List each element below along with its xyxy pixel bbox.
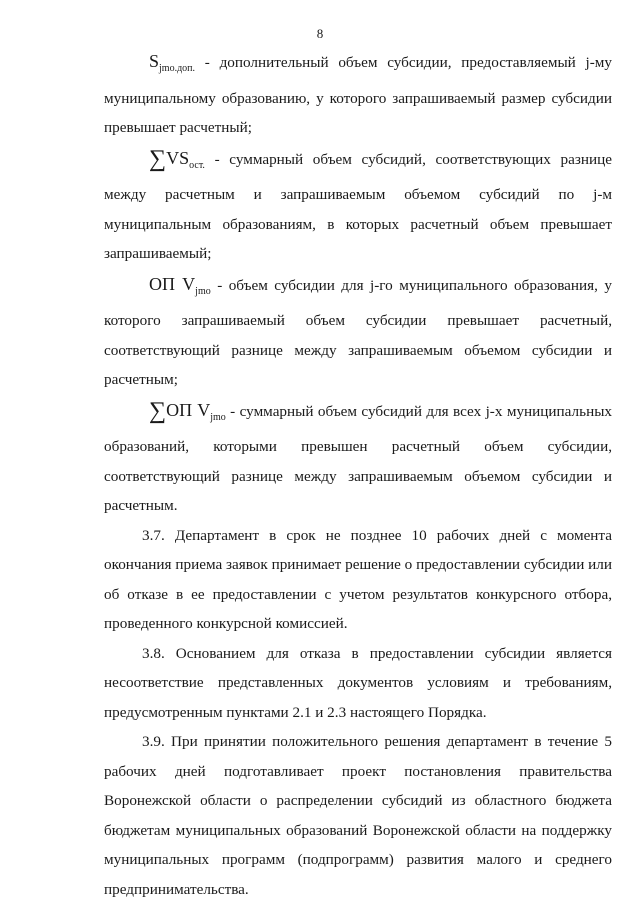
formula-symbol: VS bbox=[166, 147, 190, 168]
sum-sign-icon: ∑ bbox=[149, 145, 167, 172]
formula-subscript: jmo bbox=[195, 285, 211, 297]
formula-symbol: ОП V bbox=[166, 399, 211, 420]
clause-3-7: 3.7. Департамент в срок не позднее 10 рабочих дней с момента окончания приема заявок принимает решение о предоставлении субсидии или об отказе в ее предоставлении с учетом результатов конкурсного отбора, проведенного конкурсной комиссией. bbox=[104, 526, 612, 632]
page-number: 8 bbox=[316, 26, 324, 41]
formula-symbol: S bbox=[149, 51, 160, 71]
definition-excess-volume bbox=[104, 270, 612, 395]
definition-additional-subsidy bbox=[104, 47, 612, 143]
sum-sign-icon: ∑ bbox=[149, 397, 167, 424]
document-body bbox=[104, 46, 612, 904]
formula-subscript: jmo.доп. bbox=[159, 63, 196, 74]
clause-3-9: 3.9. При принятии положительного решения департамент в течение 5 рабочих дней подготавливает проект постановления правительства Воронежской области о распределении субсидий из областного бюджета бюджетам муниципальных образований Воронежской области на поддержку муниципальных программ (подпрограмм) развития малого и среднего предпринимательства. bbox=[104, 733, 612, 898]
definition-text: - суммарный объем субсидий, соответствующих разнице между расчетным и запрашиваемым объемом субсидий по j-м муниципальным образованиям, в которых расчетный объем превышает запрашиваемый; bbox=[104, 150, 612, 262]
definition-text: - дополнительный объем субсидии, предоставляемый j-му муниципальному образованию, у которого запрашиваемый размер субсидии превышает расчетный; bbox=[104, 54, 612, 136]
definition-text: - объем субсидии для j-го муниципального образования, у которого запрашиваемый объем субсидии превышает расчетный, соответствующий разнице между запрашиваемым объемом субсидии и расчетным; bbox=[104, 276, 613, 388]
definition-sum-excess-volume bbox=[104, 396, 612, 521]
definition-sum-remaining bbox=[104, 144, 612, 269]
clause-3-8: 3.8. Основанием для отказа в предоставлении субсидии является несоответствие представленных документов условиям и требованиям, предусмотренным пунктами 2.1 и 2.3 настоящего Порядка. bbox=[104, 644, 612, 721]
formula-symbol: ОП V bbox=[149, 273, 196, 294]
formula-subscript: jmo bbox=[210, 411, 226, 423]
formula-subscript: ост. bbox=[189, 159, 205, 171]
definition-text: - суммарный объем субсидий для всех j-х муниципальных образований, которыми превышен расчетный объем субсидии, соответствующий разнице между запрашиваемым объемом субсидии и расчетным. bbox=[104, 402, 612, 514]
